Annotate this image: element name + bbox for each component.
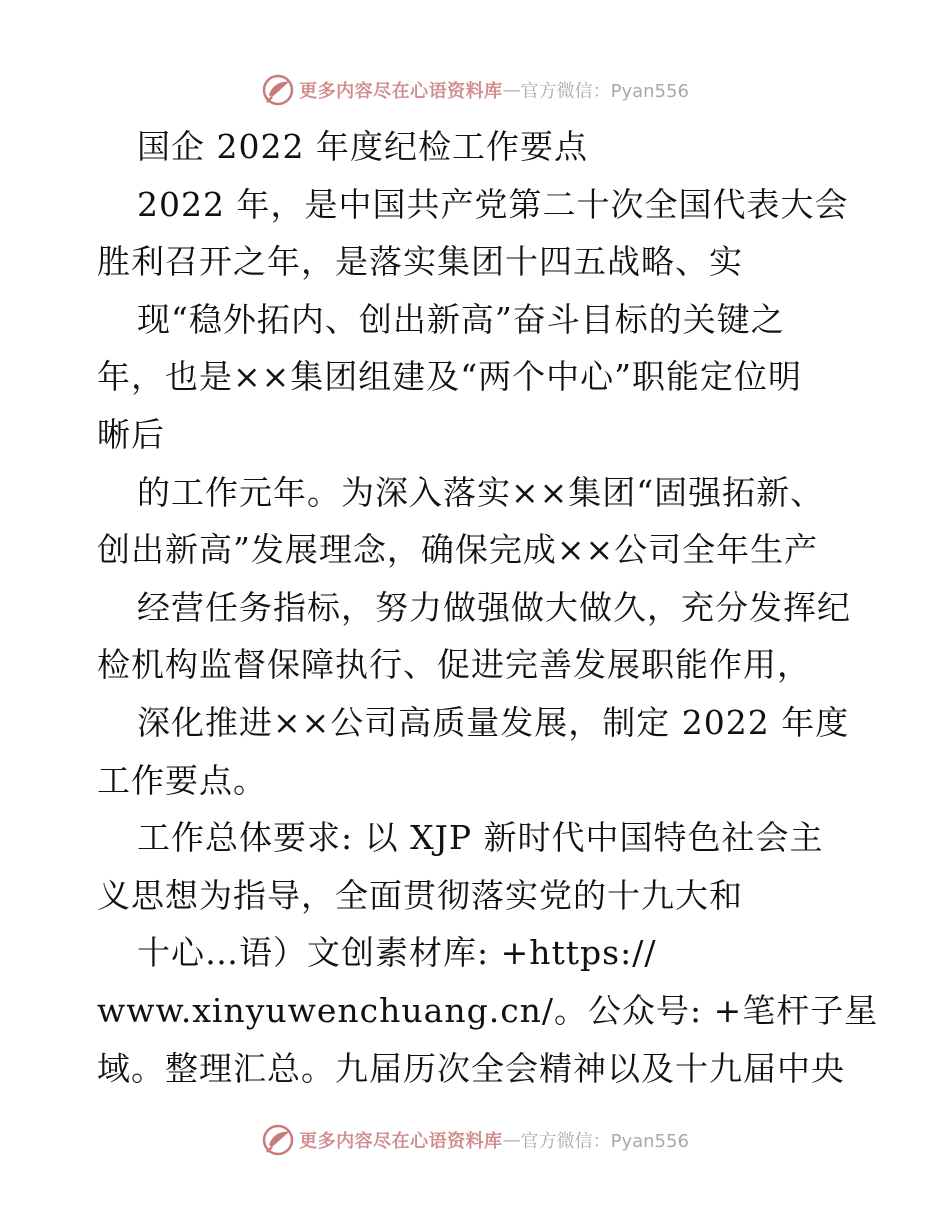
watermark-brand-text: 更多内容尽在心语资料库 [299,81,503,102]
text-line: 2022 年，是中国共产党第二十次全国代表大会 [137,184,849,224]
text-line: 十心…语）文创素材库: +https:// [137,933,657,973]
text-line: 现“稳外拓内、创出新高”奋斗目标的关键之 [137,299,785,339]
text-line: 创出新高”发展理念，确保完成××公司全年生产 [97,530,819,570]
watermark-header [0,70,950,110]
text-line: 检机构监督保障执行、促进完善发展职能作用， [97,645,811,685]
text-line: 年，也是××集团组建及“两个中心”职能定位明 [97,357,803,397]
text-line: 深化推进××公司高质量发展，制定 2022 年度 [137,702,850,742]
text-line: www.xinyuwenchuang.cn/。公众号: +笔杆子星 [97,990,879,1030]
watermark-wechat-text: 官方微信：Pyan556 [520,81,689,102]
text-line: 义思想为指导，全面贯彻落实党的十九大和 [97,875,743,915]
text-line: 工作要点。 [97,760,267,800]
text-line: 域。整理汇总。九届历次全会精神以及十九届中央 [97,1048,845,1088]
document-title: 国企 2022 年度纪检工作要点 [137,127,588,166]
text-line: 晰后 [97,414,165,454]
text-line: 工作总体要求: 以 XJP 新时代中国特色社会主 [137,818,824,858]
text-line: 经营任务指标，努力做强做大做久，充分发挥纪 [137,587,851,627]
watermark-footer [0,1120,950,1160]
text-line: 的工作元年。为深入落实××集团“固强拓新、 [137,472,825,512]
watermark-dash: — [502,79,521,101]
watermark-brand-text: 更多内容尽在心语资料库 [299,1131,503,1152]
pen-logo-icon [261,1123,295,1157]
text-line: 胜利召开之年，是落实集团十四五战略、实 [97,242,743,282]
document-body [97,118,879,1097]
pen-logo-icon [261,73,295,107]
watermark-dash: — [502,1129,521,1151]
watermark-wechat-text: 官方微信：Pyan556 [520,1131,689,1152]
